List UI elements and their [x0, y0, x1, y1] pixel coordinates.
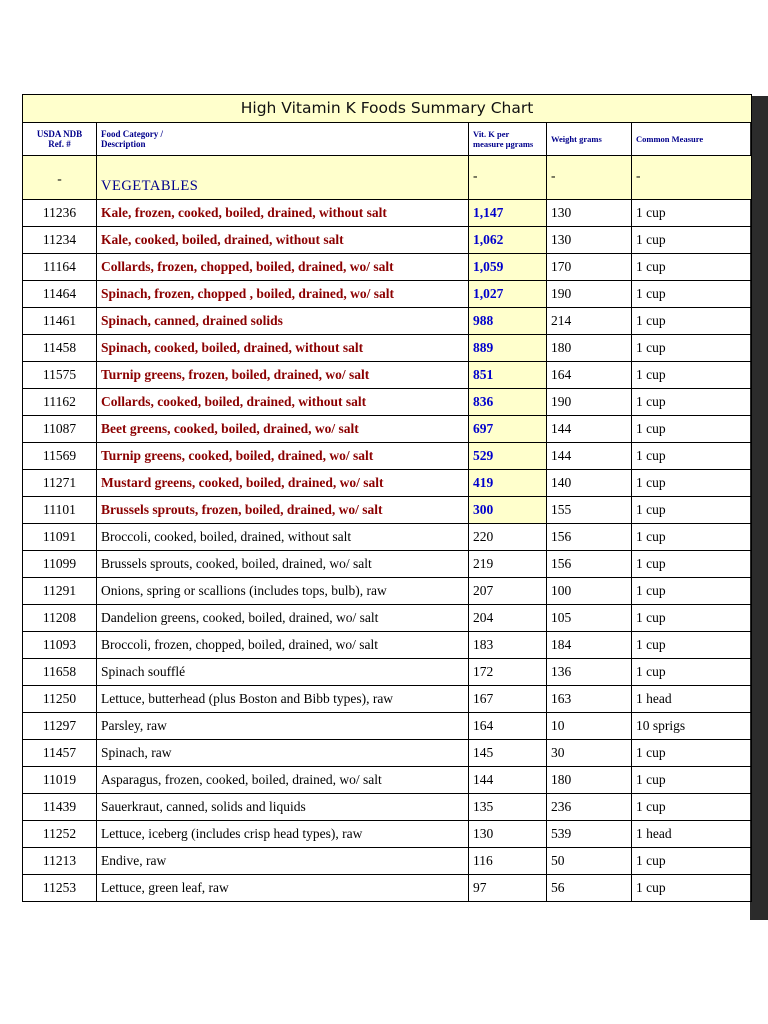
cell-measure: 1 head — [632, 821, 752, 848]
header-row — [23, 123, 752, 156]
cell-weight: 50 — [547, 848, 632, 875]
cell-ref: 11457 — [23, 740, 97, 767]
cell-vitamin-k: 836 — [469, 389, 547, 416]
table-row — [23, 875, 752, 902]
cell-ref: 11271 — [23, 470, 97, 497]
cell-description: Spinach soufflé — [97, 659, 469, 686]
cell-vitamin-k: 116 — [469, 848, 547, 875]
cell-ref: 11461 — [23, 308, 97, 335]
table-row — [23, 389, 752, 416]
cell-measure: 1 cup — [632, 254, 752, 281]
table-row — [23, 362, 752, 389]
cell-weight: 130 — [547, 200, 632, 227]
cell-weight: 136 — [547, 659, 632, 686]
cell-vitamin-k: 529 — [469, 443, 547, 470]
cell-measure: 1 head — [632, 686, 752, 713]
cell-description: Spinach, raw — [97, 740, 469, 767]
category-name: VEGETABLES — [97, 156, 469, 200]
cell-ref: 11439 — [23, 794, 97, 821]
cell-ref: 11093 — [23, 632, 97, 659]
table-row — [23, 497, 752, 524]
header-weight: Weight grams — [547, 123, 632, 156]
header-measure: Common Measure — [632, 123, 752, 156]
cell-ref: 11252 — [23, 821, 97, 848]
cell-description: Collards, cooked, boiled, drained, without salt — [97, 389, 469, 416]
cell-description: Kale, cooked, boiled, drained, without salt — [97, 227, 469, 254]
cell-ref: 11658 — [23, 659, 97, 686]
cell-ref: 11236 — [23, 200, 97, 227]
cell-measure: 1 cup — [632, 443, 752, 470]
table-row — [23, 335, 752, 362]
cell-description: Sauerkraut, canned, solids and liquids — [97, 794, 469, 821]
cell-weight: 56 — [547, 875, 632, 902]
cell-description: Spinach, frozen, chopped , boiled, drained, wo/ salt — [97, 281, 469, 308]
cell-measure: 1 cup — [632, 767, 752, 794]
cell-description: Turnip greens, frozen, boiled, drained, wo/ salt — [97, 362, 469, 389]
cell-weight: 180 — [547, 767, 632, 794]
table-row — [23, 227, 752, 254]
vitamin-k-table — [22, 94, 752, 902]
cell-ref: 11162 — [23, 389, 97, 416]
table-row — [23, 578, 752, 605]
cell-description: Endive, raw — [97, 848, 469, 875]
cell-weight: 170 — [547, 254, 632, 281]
cell-measure: 10 sprigs — [632, 713, 752, 740]
cell-description: Brussels sprouts, frozen, boiled, drained, wo/ salt — [97, 497, 469, 524]
cell-description: Collards, frozen, chopped, boiled, drained, wo/ salt — [97, 254, 469, 281]
cell-measure: 1 cup — [632, 200, 752, 227]
cell-vitamin-k: 419 — [469, 470, 547, 497]
cell-weight: 184 — [547, 632, 632, 659]
cell-vitamin-k: 144 — [469, 767, 547, 794]
cell-vitamin-k: 97 — [469, 875, 547, 902]
cell-ref: 11234 — [23, 227, 97, 254]
page-edge-strip — [750, 96, 768, 920]
cell-vitamin-k: 851 — [469, 362, 547, 389]
table-row — [23, 200, 752, 227]
table-row — [23, 713, 752, 740]
cell-description: Turnip greens, cooked, boiled, drained, wo/ salt — [97, 443, 469, 470]
table-row — [23, 740, 752, 767]
cell-measure: 1 cup — [632, 362, 752, 389]
table-row — [23, 254, 752, 281]
table-row — [23, 794, 752, 821]
cell-weight: 140 — [547, 470, 632, 497]
cell-ref: 11297 — [23, 713, 97, 740]
category-measure: - — [632, 156, 752, 200]
cell-measure: 1 cup — [632, 875, 752, 902]
cell-ref: 11019 — [23, 767, 97, 794]
table-title: High Vitamin K Foods Summary Chart — [23, 95, 752, 123]
cell-description: Broccoli, cooked, boiled, drained, without salt — [97, 524, 469, 551]
cell-ref: 11164 — [23, 254, 97, 281]
category-ref: - — [23, 156, 97, 200]
cell-description: Kale, frozen, cooked, boiled, drained, without salt — [97, 200, 469, 227]
cell-weight: 164 — [547, 362, 632, 389]
cell-ref: 11253 — [23, 875, 97, 902]
cell-description: Beet greens, cooked, boiled, drained, wo/ salt — [97, 416, 469, 443]
cell-ref: 11087 — [23, 416, 97, 443]
header-vitamin-k: Vit. K per measure µgrams — [469, 123, 547, 156]
cell-ref: 11464 — [23, 281, 97, 308]
header-ref: USDA NDB Ref. # — [23, 123, 97, 156]
cell-measure: 1 cup — [632, 794, 752, 821]
cell-description: Broccoli, frozen, chopped, boiled, drained, wo/ salt — [97, 632, 469, 659]
table-row — [23, 443, 752, 470]
cell-vitamin-k: 145 — [469, 740, 547, 767]
cell-vitamin-k: 135 — [469, 794, 547, 821]
table-row — [23, 308, 752, 335]
table-row — [23, 470, 752, 497]
cell-weight: 539 — [547, 821, 632, 848]
table-row — [23, 551, 752, 578]
cell-vitamin-k: 172 — [469, 659, 547, 686]
cell-weight: 190 — [547, 281, 632, 308]
cell-vitamin-k: 988 — [469, 308, 547, 335]
cell-weight: 144 — [547, 443, 632, 470]
cell-measure: 1 cup — [632, 848, 752, 875]
cell-weight: 10 — [547, 713, 632, 740]
cell-description: Onions, spring or scallions (includes tops, bulb), raw — [97, 578, 469, 605]
cell-measure: 1 cup — [632, 659, 752, 686]
table-row — [23, 686, 752, 713]
title-row — [23, 95, 752, 123]
cell-ref: 11208 — [23, 605, 97, 632]
cell-vitamin-k: 207 — [469, 578, 547, 605]
cell-description: Lettuce, green leaf, raw — [97, 875, 469, 902]
cell-measure: 1 cup — [632, 524, 752, 551]
table-row — [23, 605, 752, 632]
cell-ref: 11101 — [23, 497, 97, 524]
cell-weight: 30 — [547, 740, 632, 767]
cell-description: Lettuce, iceberg (includes crisp head types), raw — [97, 821, 469, 848]
cell-vitamin-k: 300 — [469, 497, 547, 524]
cell-ref: 11458 — [23, 335, 97, 362]
table-row — [23, 281, 752, 308]
cell-description: Spinach, canned, drained solids — [97, 308, 469, 335]
cell-vitamin-k: 219 — [469, 551, 547, 578]
cell-measure: 1 cup — [632, 416, 752, 443]
cell-description: Asparagus, frozen, cooked, boiled, drained, wo/ salt — [97, 767, 469, 794]
cell-weight: 190 — [547, 389, 632, 416]
cell-vitamin-k: 1,027 — [469, 281, 547, 308]
cell-vitamin-k: 204 — [469, 605, 547, 632]
cell-description: Spinach, cooked, boiled, drained, without salt — [97, 335, 469, 362]
table-row — [23, 416, 752, 443]
cell-measure: 1 cup — [632, 281, 752, 308]
cell-weight: 156 — [547, 524, 632, 551]
cell-description: Parsley, raw — [97, 713, 469, 740]
cell-ref: 11575 — [23, 362, 97, 389]
cell-description: Mustard greens, cooked, boiled, drained, wo/ salt — [97, 470, 469, 497]
cell-ref: 11091 — [23, 524, 97, 551]
cell-ref: 11569 — [23, 443, 97, 470]
category-row — [23, 156, 752, 200]
cell-description: Dandelion greens, cooked, boiled, drained, wo/ salt — [97, 605, 469, 632]
table-row — [23, 659, 752, 686]
cell-description: Brussels sprouts, cooked, boiled, drained, wo/ salt — [97, 551, 469, 578]
table-row — [23, 524, 752, 551]
cell-ref: 11099 — [23, 551, 97, 578]
table-row — [23, 632, 752, 659]
cell-weight: 163 — [547, 686, 632, 713]
cell-measure: 1 cup — [632, 551, 752, 578]
cell-measure: 1 cup — [632, 632, 752, 659]
cell-measure: 1 cup — [632, 308, 752, 335]
cell-measure: 1 cup — [632, 497, 752, 524]
cell-vitamin-k: 164 — [469, 713, 547, 740]
cell-measure: 1 cup — [632, 470, 752, 497]
table-row — [23, 767, 752, 794]
cell-ref: 11213 — [23, 848, 97, 875]
cell-vitamin-k: 1,059 — [469, 254, 547, 281]
cell-measure: 1 cup — [632, 227, 752, 254]
cell-measure: 1 cup — [632, 389, 752, 416]
cell-vitamin-k: 130 — [469, 821, 547, 848]
cell-vitamin-k: 183 — [469, 632, 547, 659]
cell-ref: 11291 — [23, 578, 97, 605]
cell-vitamin-k: 167 — [469, 686, 547, 713]
cell-weight: 144 — [547, 416, 632, 443]
cell-weight: 236 — [547, 794, 632, 821]
cell-vitamin-k: 220 — [469, 524, 547, 551]
cell-weight: 180 — [547, 335, 632, 362]
cell-measure: 1 cup — [632, 605, 752, 632]
cell-description: Lettuce, butterhead (plus Boston and Bibb types), raw — [97, 686, 469, 713]
table-row — [23, 821, 752, 848]
cell-weight: 156 — [547, 551, 632, 578]
cell-ref: 11250 — [23, 686, 97, 713]
table-row — [23, 848, 752, 875]
header-description: Food Category / Description — [97, 123, 469, 156]
cell-measure: 1 cup — [632, 740, 752, 767]
cell-vitamin-k: 889 — [469, 335, 547, 362]
cell-weight: 214 — [547, 308, 632, 335]
cell-vitamin-k: 1,062 — [469, 227, 547, 254]
category-weight: - — [547, 156, 632, 200]
category-vitk: - — [469, 156, 547, 200]
cell-weight: 155 — [547, 497, 632, 524]
cell-weight: 130 — [547, 227, 632, 254]
cell-measure: 1 cup — [632, 578, 752, 605]
cell-vitamin-k: 697 — [469, 416, 547, 443]
cell-weight: 100 — [547, 578, 632, 605]
cell-measure: 1 cup — [632, 335, 752, 362]
cell-vitamin-k: 1,147 — [469, 200, 547, 227]
cell-weight: 105 — [547, 605, 632, 632]
